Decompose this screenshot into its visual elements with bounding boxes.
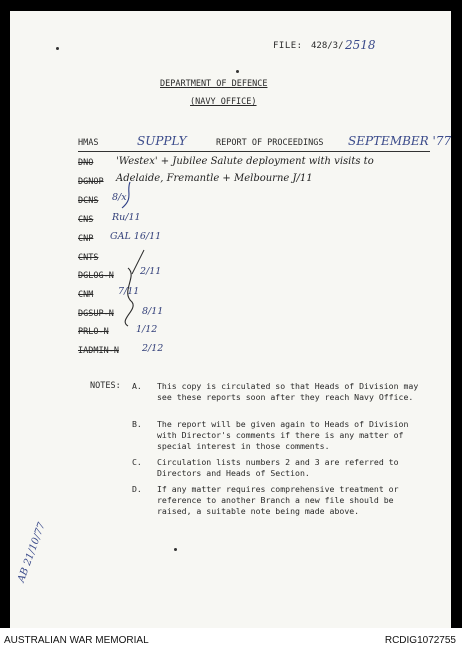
circulation-row: [78, 196, 98, 206]
ship-name-handwritten: SUPPLY: [137, 134, 187, 148]
circulation-code: CNS: [78, 215, 94, 225]
circulation-row: [78, 177, 104, 187]
footer-record-id: RCDIG1072755: [384, 635, 456, 646]
circulation-row: [78, 290, 93, 300]
navy-office-heading: (NAVY OFFICE): [190, 97, 257, 107]
report-description-line-2: Adelaide, Fremantle + Melbourne J/11: [116, 173, 313, 184]
file-number: 428/3/: [311, 41, 344, 51]
circulation-code: DNO: [78, 158, 94, 168]
circulation-code: DGLOG-N: [78, 271, 114, 281]
file-label: FILE:: [273, 41, 303, 51]
circulation-row: [78, 158, 93, 168]
punch-mark: [56, 47, 59, 50]
circulation-code: CNM: [78, 290, 94, 300]
circulation-code: CNP: [78, 234, 94, 244]
circulation-code: DGSUP-N: [78, 309, 114, 319]
initials-mark: 8/x: [112, 192, 127, 203]
initials-mark: 2/11: [140, 266, 162, 277]
department-heading: DEPARTMENT OF DEFENCE: [160, 79, 268, 89]
note-text: Circulation lists numbers 2 and 3 are referred to Directors and Heads of Section.: [157, 457, 399, 478]
circulation-row: [78, 234, 93, 244]
initials-mark: Ru/11: [112, 212, 141, 223]
header-rule: [78, 151, 430, 152]
hmas-label: HMAS: [78, 138, 99, 148]
circulation-code: DCNS: [78, 196, 99, 206]
punch-mark: [174, 548, 177, 551]
note-letter: A.: [132, 381, 142, 391]
note-text: This copy is circulated so that Heads of Division may see these reports soon after they reach Navy Office.: [157, 381, 419, 402]
circulation-row: [78, 215, 93, 225]
circulation-code: DGNOP: [78, 177, 104, 187]
circulation-code: CNTS: [78, 253, 99, 263]
initials-mark: 7/11: [118, 286, 140, 297]
notes-label: NOTES:: [90, 381, 121, 391]
note-text: The report will be given again to Heads of Division with Director's comments if there is any matter of special interest in those comments.: [157, 419, 409, 451]
margin-annotation: AB 21/10/77: [16, 521, 48, 584]
archive-footer: [0, 628, 462, 653]
initials-ink-strokes: [108, 180, 168, 360]
punch-mark: [236, 70, 239, 73]
circulation-code: PRLO-N: [78, 327, 109, 337]
note-text: If any matter requires comprehensive treatment or reference to another Branch a new file should be raised, a suitable note being made above.: [157, 484, 399, 516]
circulation-row: [78, 253, 98, 263]
initials-mark: 2/12: [142, 343, 164, 354]
initials-mark: 1/12: [136, 324, 158, 335]
month-handwritten: SEPTEMBER '77: [348, 134, 452, 148]
report-description-line-1: 'Westex' + Jubilee Salute deployment with visits to: [116, 156, 374, 167]
circulation-code: IADMIN-N: [78, 346, 119, 356]
file-number-handwritten: 2518: [345, 38, 376, 52]
note-letter: D.: [132, 484, 142, 494]
note-letter: C.: [132, 457, 142, 467]
report-title: REPORT OF PROCEEDINGS: [216, 138, 324, 148]
circulation-row: [78, 327, 109, 337]
footer-institution: AUSTRALIAN WAR MEMORIAL: [4, 635, 149, 646]
initials-mark: GAL 16/11: [110, 231, 162, 242]
initials-mark: 8/11: [142, 306, 164, 317]
note-letter: B.: [132, 419, 142, 429]
